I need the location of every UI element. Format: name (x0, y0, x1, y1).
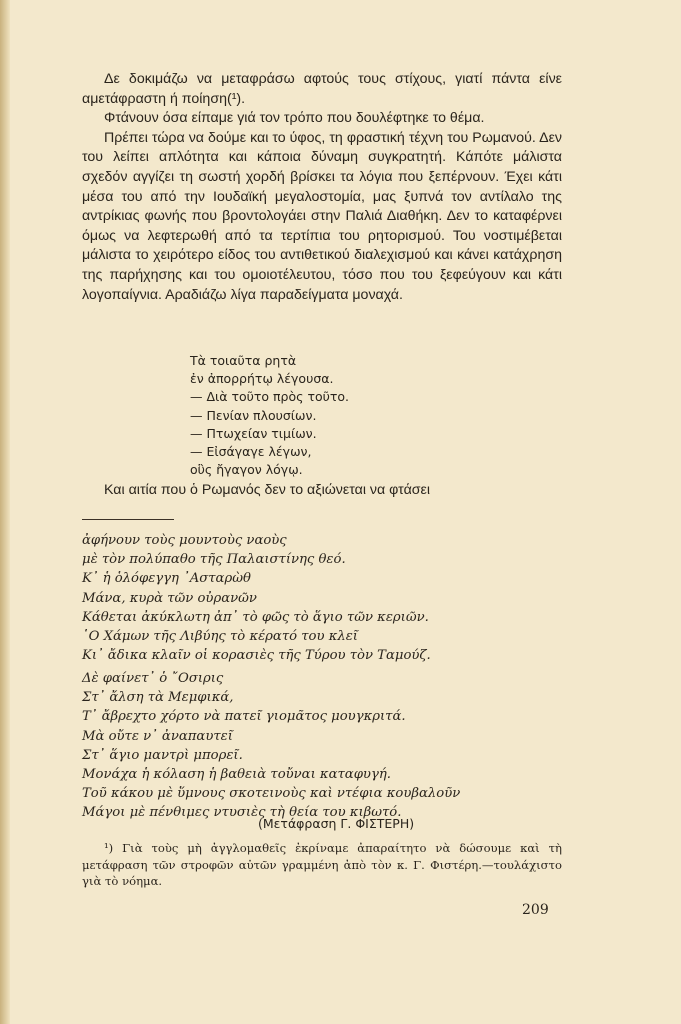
poem-line: Μάνα, κυρὰ τῶν οὐρανῶν (82, 590, 257, 606)
poem-line: Δὲ φαίνετ᾿ ὁ ῎Οσιρις (82, 671, 224, 686)
footnote (82, 840, 562, 890)
quote-block (190, 352, 349, 479)
quote-line: — Εἰσάγαγε λέγων, (190, 444, 312, 460)
poem-line: Κάθεται ἀκύκλωτη ἀπ᾿ τὸ φῶς τὸ ἅγιο τῶν κεριῶν. (82, 609, 429, 625)
poem-line: Μὰ οὔτε ν᾿ ἀναπαυτεῖ (82, 728, 233, 744)
quote-line: — Πτωχείαν τιμίων. (190, 425, 317, 441)
quote-line: οὓς ἤγαγον λόγῳ. (190, 462, 303, 478)
poem-line: Στ᾿ ἅγιο μαντρὶ μπορεῖ. (82, 747, 243, 763)
quote-line: — Πενίαν πλουσίων. (190, 407, 317, 423)
quote-line: ἐν ἀπορρήτῳ λέγουσα. (190, 371, 334, 387)
quote-line: Τὰ τοιαῦτα ρητὰ (190, 353, 297, 368)
footnote-text: ¹) Γιὰ τοὺς μὴ ἀγγλομαθεῖς ἐκρίναμε ἀπαραίτητο νὰ δώσουμε καὶ τὴ μετάφραση τῶν στροφῶν αὐτῶν γραμμένη ἀπὸ τὸν κ. Γ. Φιστέρη.—τουλάχιστο γιὰ τὸ νόημα. (82, 841, 562, 888)
poem-line: μὲ τὸν πολύπαθο τῆς Παλαιστίνης θεό. (82, 552, 346, 568)
poem-line: Κι᾿ ἄδικα κλαῖν οἱ κορασιὲς τῆς Τύρου τὸν Ταμούζ. (82, 648, 431, 664)
paragraph-3: Πρέπει τώρα να δούμε και το ύφος, τη φραστική τέχνη του Ρωμανού. Δεν του λείπει απλότητα και κάποια δύναμη συγκρατητή. Κάπότε μάλιστα σχεδόν αγγίζει τη σωστή χορδή βρίσκει τα λόγια που ξεπέρνουν. Έχει κάτι μέσα του από την Ιουδαϊκή μεγαλοστομία, μας ξυπνά τον αντίλαλο της αντρίκιας φωνής που βροντολογάει στην Παλιά Διαθήκη. Δεν το καταφέρνει όμως να λεφτερωθή από τα τερτίπια του ρητορισμού. Του νοστιμέβεται μάλιστα το χειρότερο είδος του αντιθετικού διαλεχισμού και κάνει κατάχρηση της παρήχησης και του ομοιοτέλευτου, τόσο που του ξεφεύγουν και κάτι λογοπαίγνια. Αραδιάζω λίγα παραδείγματα μοναχά. (82, 129, 562, 303)
poem-line: Κ᾿ ἡ ὁλόφεγγη ᾿Ασταρὼθ (82, 571, 251, 587)
page-number: 209 (522, 902, 549, 918)
poem-line: Τ᾿ ἄβρεχτο χόρτο νὰ πατεῖ γιομᾶτος μουγκριτά. (82, 709, 406, 725)
poem-stanza-1 (82, 531, 552, 665)
translation-credit: (Μετάφραση Γ. ΦΙΣΤΕΡΗ) (258, 816, 415, 831)
poem-stanza-2 (82, 669, 552, 823)
paragraph-2: Φτάνουν όσα είπαμε γιά τον τρόπο που δουλέφτηκε το θέμα. (104, 110, 485, 127)
poem-line: Στ᾿ ἄλση τὰ Μεμφικά, (82, 690, 234, 706)
continuation-line: Και αιτία που ὁ Ρωμανός δεν το αξιώνεται να φτάσει (104, 482, 430, 498)
poem-line: ῾Ο Χάμων τῆς Λιβύης τὸ κέρατό του κλεῖ (82, 629, 358, 645)
paragraph-1: Δε δοκιμάζω να μεταφράσω αφτούς τους στίχους, γιατί πάντα είνε αμετάφραστη ή ποίηση(¹). (82, 71, 562, 107)
main-text (82, 70, 562, 305)
quote-line: — Διὰ τοῦτο πρὸς τοῦτο. (190, 389, 349, 405)
page-edge (0, 0, 10, 1024)
poem-line: Τοῦ κάκου μὲ ὕμνους σκοτεινοὺς καὶ ντέφια κουβαλοῦν (82, 786, 461, 802)
poem-line: Μάγοι μὲ πένθιμες ντυσιὲς τὴ θεία του κιβωτό. (82, 805, 402, 821)
poem-line: ἀφήνουν τοὺς μουντοὺς ναοὺς (82, 533, 287, 548)
poem-line: Μονάχα ἡ κόλαση ἡ βαθειὰ τοὔναι καταφυγή. (82, 767, 391, 783)
footnote-divider (82, 519, 174, 520)
